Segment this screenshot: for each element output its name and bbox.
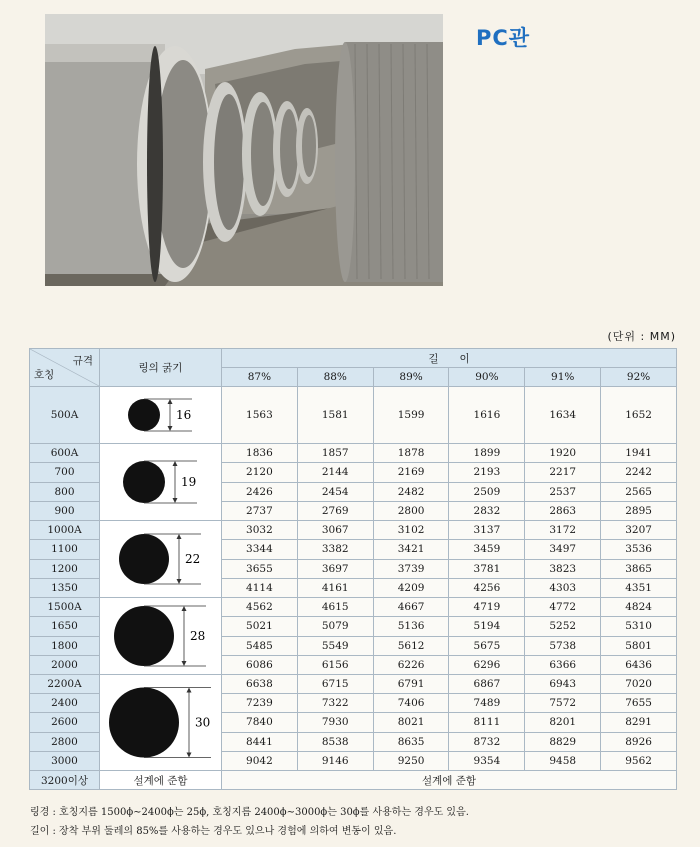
ring-size-label: 28 [190, 629, 206, 643]
length-value-cell: 2832 [449, 501, 525, 520]
length-value-cell: 3067 [297, 521, 373, 540]
length-value-cell: 3655 [222, 559, 298, 578]
percent-header: 92% [601, 368, 677, 387]
ring-size-cell [100, 675, 222, 771]
nominal-cell: 1500A [30, 598, 100, 617]
length-value-cell: 5549 [297, 636, 373, 655]
length-value-cell: 3536 [601, 540, 677, 559]
length-value-cell: 8201 [525, 713, 601, 732]
length-value-cell: 8829 [525, 732, 601, 751]
length-value-cell: 9354 [449, 751, 525, 770]
length-value-cell: 3032 [222, 521, 298, 540]
length-value-cell: 3172 [525, 521, 601, 540]
length-value-cell: 3823 [525, 559, 601, 578]
nominal-cell: 500A [30, 387, 100, 444]
length-value-cell: 1836 [222, 444, 298, 463]
length-value-cell: 4114 [222, 578, 298, 597]
length-value-cell: 6156 [297, 655, 373, 674]
length-value-cell: 8441 [222, 732, 298, 751]
nominal-cell: 1100 [30, 540, 100, 559]
ring-size-label: 30 [195, 715, 211, 730]
length-value-cell: 4256 [449, 578, 525, 597]
length-value-cell: 2482 [373, 482, 449, 501]
length-value-cell: 5485 [222, 636, 298, 655]
nominal-cell: 3200이상 [30, 771, 100, 790]
length-value-cell: 7239 [222, 694, 298, 713]
length-value-cell: 2426 [222, 482, 298, 501]
table-row-last [30, 771, 677, 790]
length-value-cell: 4667 [373, 598, 449, 617]
nominal-cell: 700 [30, 463, 100, 482]
length-value-cell: 1899 [449, 444, 525, 463]
nominal-cell: 1800 [30, 636, 100, 655]
header-row [30, 349, 677, 368]
ring-size-cell [100, 444, 222, 521]
length-value-cell: 2242 [601, 463, 677, 482]
nominal-cell: 600A [30, 444, 100, 463]
length-value-cell: 8021 [373, 713, 449, 732]
spec-table [29, 348, 677, 790]
nominal-label: 호칭 [34, 368, 55, 381]
length-value-cell: 3697 [297, 559, 373, 578]
length-value-cell: 4615 [297, 598, 373, 617]
length-value-cell: 9250 [373, 751, 449, 770]
length-value-cell: 1920 [525, 444, 601, 463]
length-value-cell: 5194 [449, 617, 525, 636]
length-value-cell: 4719 [449, 598, 525, 617]
length-value-cell: 7655 [601, 694, 677, 713]
length-value-cell: 5252 [525, 617, 601, 636]
length-value-cell: 2217 [525, 463, 601, 482]
ring-header-cell: 링의 굵기 [100, 349, 222, 387]
length-value-cell: 5738 [525, 636, 601, 655]
ring-size-label: 22 [185, 552, 201, 566]
percent-header: 88% [297, 368, 373, 387]
ring-size-cell [100, 387, 222, 444]
nominal-cell: 2800 [30, 732, 100, 751]
length-value-cell: 1941 [601, 444, 677, 463]
nominal-cell: 1650 [30, 617, 100, 636]
length-value-cell: 5079 [297, 617, 373, 636]
percent-header: 87% [222, 368, 298, 387]
length-value-cell: 8926 [601, 732, 677, 751]
length-value-cell: 2454 [297, 482, 373, 501]
nominal-cell: 2600 [30, 713, 100, 732]
nominal-cell: 800 [30, 482, 100, 501]
length-value-cell: 3739 [373, 559, 449, 578]
notes [30, 803, 680, 841]
ring-cross-section-icon [100, 444, 220, 520]
length-header-cell: 길 이 [222, 349, 677, 368]
length-value-cell: 3459 [449, 540, 525, 559]
ring-cross-section-icon [100, 387, 220, 443]
percent-header: 91% [525, 368, 601, 387]
length-value-cell: 6366 [525, 655, 601, 674]
length-value-cell: 3207 [601, 521, 677, 540]
length-value-cell: 6943 [525, 675, 601, 694]
length-value-cell: 7322 [297, 694, 373, 713]
length-value-cell: 2537 [525, 482, 601, 501]
nominal-cell: 3000 [30, 751, 100, 770]
length-value-cell: 1857 [297, 444, 373, 463]
length-value-cell: 1616 [449, 387, 525, 444]
length-value-cell: 2863 [525, 501, 601, 520]
length-value-cell: 2144 [297, 463, 373, 482]
length-value-cell: 7020 [601, 675, 677, 694]
length-value-cell: 7930 [297, 713, 373, 732]
note-ring: 링경 : 호칭지름 1500ϕ∼2400ϕ는 25ϕ, 호칭지름 2400ϕ∼3000ϕ는 30ϕ를 사용하는 경우도 있음. [30, 807, 469, 818]
ring-cross-section-icon [100, 675, 220, 770]
unit-label: (단위 : MM) [607, 330, 676, 343]
length-value-cell: 1599 [373, 387, 449, 444]
length-value-cell: 2800 [373, 501, 449, 520]
percent-header: 90% [449, 368, 525, 387]
length-value-cell: 5136 [373, 617, 449, 636]
length-value-cell: 1652 [601, 387, 677, 444]
length-value-cell: 3865 [601, 559, 677, 578]
table-row [30, 521, 677, 540]
length-value-cell: 2769 [297, 501, 373, 520]
length-value-cell: 6086 [222, 655, 298, 674]
length-value-cell: 3497 [525, 540, 601, 559]
length-value-cell: 3421 [373, 540, 449, 559]
nominal-cell: 900 [30, 501, 100, 520]
ring-size-cell: 설계에 준함 [100, 771, 222, 790]
length-value-cell: 8635 [373, 732, 449, 751]
concrete-pipes-photo [45, 14, 443, 286]
length-value-cell: 5801 [601, 636, 677, 655]
ring-cross-section-icon [100, 521, 220, 597]
ring-size-label: 16 [176, 408, 192, 422]
length-value-cell: 8732 [449, 732, 525, 751]
table-row [30, 675, 677, 694]
length-value-cell: 4303 [525, 578, 601, 597]
length-value-cell: 9146 [297, 751, 373, 770]
length-value-cell: 4562 [222, 598, 298, 617]
length-value-cell: 5310 [601, 617, 677, 636]
length-value-cell: 7489 [449, 694, 525, 713]
length-value-cell: 8291 [601, 713, 677, 732]
length-value-cell: 6867 [449, 675, 525, 694]
length-value-cell: 1581 [297, 387, 373, 444]
length-value-cell: 5675 [449, 636, 525, 655]
ring-cross-section-icon [100, 598, 220, 674]
length-value-cell: 5612 [373, 636, 449, 655]
ring-size-label: 19 [181, 475, 197, 489]
length-value-cell: 1634 [525, 387, 601, 444]
length-value-cell: 9562 [601, 751, 677, 770]
note-length: 길이 : 장착 부위 둘레의 85%를 사용하는 경우도 있으나 경험에 의하여 변동이 있음. [30, 826, 397, 837]
length-value-cell: 6436 [601, 655, 677, 674]
length-value-cell: 6715 [297, 675, 373, 694]
length-value-cell: 2737 [222, 501, 298, 520]
length-value-cell: 4161 [297, 578, 373, 597]
nominal-cell: 2400 [30, 694, 100, 713]
length-value-cell: 3344 [222, 540, 298, 559]
length-value-cell: 4351 [601, 578, 677, 597]
ring-size-cell [100, 598, 222, 675]
length-value-cell: 6791 [373, 675, 449, 694]
length-value-cell: 4824 [601, 598, 677, 617]
length-value-cell: 5021 [222, 617, 298, 636]
spec-header-cell [30, 349, 100, 387]
length-value-cell: 6638 [222, 675, 298, 694]
length-value-cell: 3382 [297, 540, 373, 559]
length-value-cell: 4772 [525, 598, 601, 617]
nominal-cell: 1000A [30, 521, 100, 540]
nominal-cell: 1200 [30, 559, 100, 578]
nominal-cell: 2200A [30, 675, 100, 694]
length-value-cell: 3137 [449, 521, 525, 540]
length-value-cell: 2193 [449, 463, 525, 482]
table-row [30, 444, 677, 463]
length-value-cell: 9042 [222, 751, 298, 770]
length-value-cell: 2565 [601, 482, 677, 501]
length-value-cell: 설계에 준함 [222, 771, 677, 790]
length-value-cell: 2169 [373, 463, 449, 482]
ring-size-cell [100, 521, 222, 598]
page-title: PC관 [476, 26, 531, 50]
table-row [30, 387, 677, 444]
length-value-cell: 7572 [525, 694, 601, 713]
length-value-cell: 2120 [222, 463, 298, 482]
length-value-cell: 8111 [449, 713, 525, 732]
length-value-cell: 7406 [373, 694, 449, 713]
table-row [30, 598, 677, 617]
length-value-cell: 3102 [373, 521, 449, 540]
length-value-cell: 7840 [222, 713, 298, 732]
length-value-cell: 9458 [525, 751, 601, 770]
percent-header: 89% [373, 368, 449, 387]
length-value-cell: 2895 [601, 501, 677, 520]
nominal-cell: 2000 [30, 655, 100, 674]
spec-label: 규격 [72, 354, 93, 367]
length-value-cell: 1563 [222, 387, 298, 444]
length-value-cell: 2509 [449, 482, 525, 501]
nominal-cell: 1350 [30, 578, 100, 597]
length-value-cell: 6296 [449, 655, 525, 674]
length-value-cell: 1878 [373, 444, 449, 463]
length-value-cell: 3781 [449, 559, 525, 578]
length-value-cell: 8538 [297, 732, 373, 751]
length-value-cell: 6226 [373, 655, 449, 674]
length-value-cell: 4209 [373, 578, 449, 597]
